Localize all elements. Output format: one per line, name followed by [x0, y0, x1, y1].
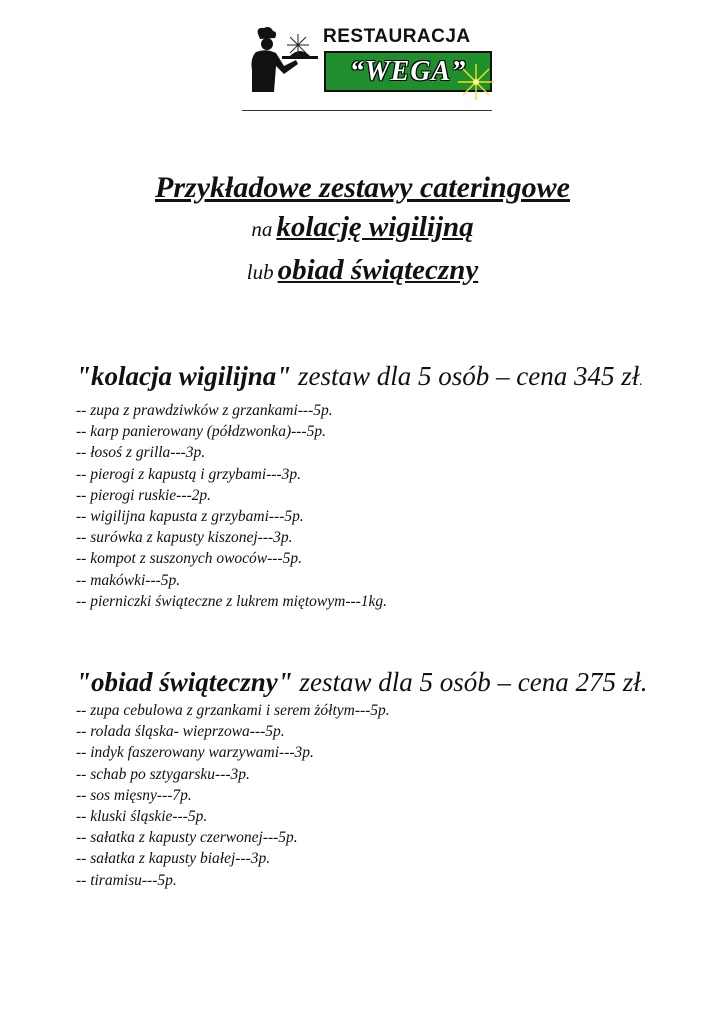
list-item: -- łosoś z grilla---3p.: [76, 444, 206, 462]
title-line3-prefix: lub: [246, 260, 274, 284]
title-line3-main: obiad świąteczny: [277, 254, 479, 286]
list-item: -- kluski śląskie---5p.: [76, 808, 208, 826]
logo-line2: “WEGA”: [349, 56, 467, 87]
title-line2: [0, 208, 725, 251]
restaurant-logo: [244, 26, 496, 96]
menu-list: [76, 700, 716, 891]
section-name: "obiad świąteczny": [76, 667, 293, 697]
page-title: [0, 168, 725, 294]
section-heading: [76, 358, 716, 400]
list-item: -- zupa cebulowa z grzankami i serem żółtym---5p.: [76, 702, 390, 719]
list-item: -- pierogi ruskie---2p.: [76, 486, 212, 504]
section-name: "kolacja wigilijna": [76, 361, 292, 391]
list-item: -- indyk faszerowany warzywami---3p.: [76, 744, 314, 762]
waiter-icon: [244, 26, 324, 96]
list-item: -- sałatka z kapusty czerwonej---5p.: [76, 829, 298, 847]
title-line2-main: kolację wigilijną: [276, 211, 474, 243]
logo-badge: [324, 51, 492, 92]
list-item: -- pierogi z kapustą i grzybami---3p.: [76, 465, 302, 483]
logo-divider: [242, 110, 492, 111]
section-desc: zestaw dla 5 osób – cena 345 zł: [291, 361, 640, 391]
list-item: -- tiramisu---5p.: [76, 871, 177, 889]
list-item: -- wigilijna kapusta z grzybami---5p.: [76, 508, 304, 526]
menu-section-kolacja: [76, 358, 716, 612]
list-item: -- zupa z prawdziwków z grzankami---5p.: [76, 402, 333, 419]
list-item: -- kompot z suszonych owoców---5p.: [76, 550, 303, 568]
section-heading: [76, 664, 716, 700]
title-line3: [0, 251, 725, 294]
section-desc: zestaw dla 5 osób – cena 275 zł.: [292, 667, 648, 697]
menu-list: [76, 400, 716, 612]
list-item: -- pierniczki świąteczne z lukrem miętowym---1kg.: [76, 592, 388, 610]
star-burst-icon: [456, 62, 496, 102]
list-item: -- sałatka z kapusty białej---3p.: [76, 850, 271, 868]
title-line2-prefix: na: [251, 217, 273, 241]
menu-section-obiad: [76, 664, 716, 891]
section-tail: .: [639, 374, 643, 389]
title-line1: Przykładowe zestawy cateringowe: [155, 171, 570, 204]
list-item: -- schab po sztygarsku---3p.: [76, 765, 250, 783]
list-item: -- rolada śląska- wieprzowa---5p.: [76, 723, 285, 741]
logo-line1: RESTAURACJA: [323, 26, 471, 47]
list-item: -- sos mięsny---7p.: [76, 786, 192, 804]
list-item: -- karp panierowany (półdzwonka)---5p.: [76, 423, 326, 441]
list-item: -- makówki---5p.: [76, 571, 181, 589]
list-item: -- surówka z kapusty kiszonej---3p.: [76, 529, 293, 547]
